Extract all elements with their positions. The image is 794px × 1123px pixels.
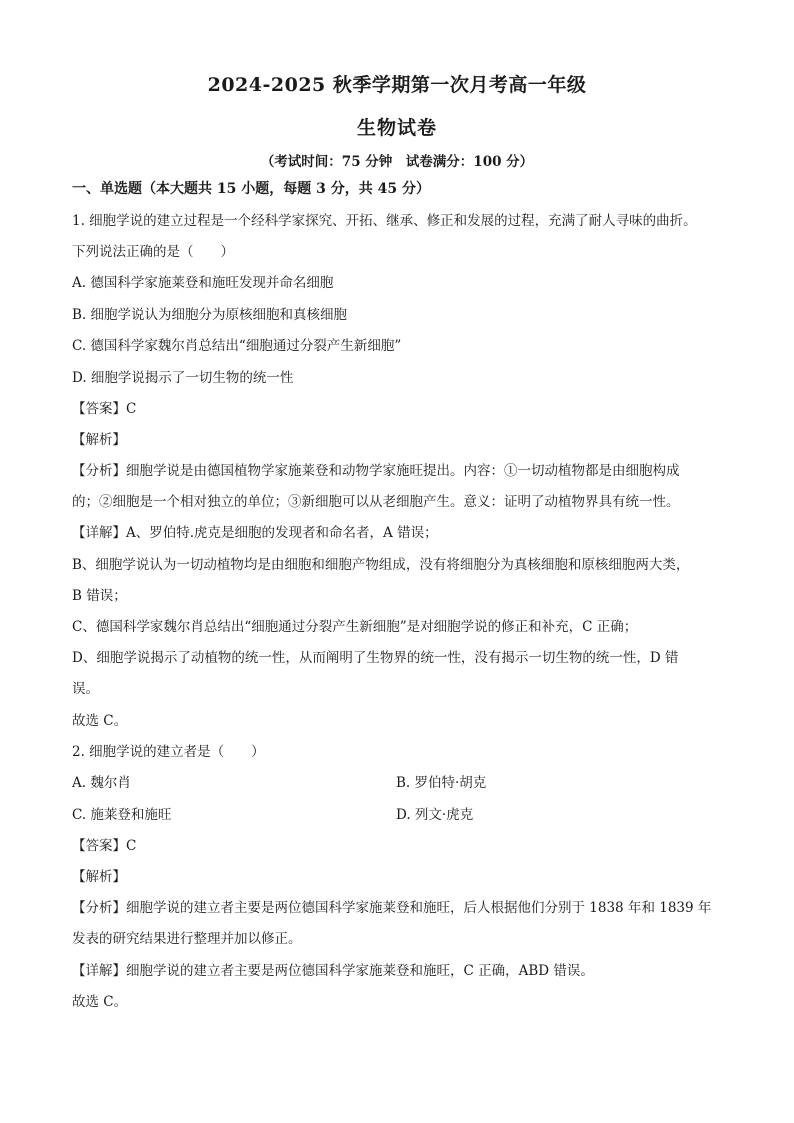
section-heading: 一、单选题（本大题共 15 小题，每题 3 分，共 45 分） bbox=[72, 181, 430, 197]
q1-analysis-label: 【解析】 bbox=[72, 432, 126, 448]
q1-option-b: B. 细胞学说认为细胞分为原核细胞和真核细胞 bbox=[72, 307, 348, 323]
q1-detail-line5: D、细胞学说揭示了动植物的统一性，从而阐明了生物界的统一性，没有揭示一切生物的统一性，D 错 bbox=[72, 650, 679, 666]
q2-answer: 【答案】C bbox=[72, 838, 137, 854]
q1-analysis-line1: 【分析】细胞学说是由德国植物学家施莱登和动物学家施旺提出。内容：①一切动植物都是由细胞构成 bbox=[72, 463, 680, 479]
q2-option-c: C. 施莱登和施旺 bbox=[72, 807, 172, 823]
q2-option-b: B. 罗伯特·胡克 bbox=[396, 775, 487, 791]
q1-detail-line4: C、德国科学家魏尔肖总结出“细胞通过分裂产生新细胞”是对细胞学说的修正和补充，C 正确； bbox=[72, 619, 638, 635]
q1-answer: 【答案】C bbox=[72, 401, 137, 417]
q2-analysis-line2: 发表的研究结果进行整理并加以修正。 bbox=[72, 931, 302, 947]
q1-detail-line3: B 错误； bbox=[72, 588, 127, 604]
q1-detail-line6: 误。 bbox=[72, 681, 99, 697]
q2-conclusion: 故选 C。 bbox=[72, 994, 128, 1010]
q2-analysis-label: 【解析】 bbox=[72, 869, 126, 885]
q1-stem-line1: 1. 细胞学说的建立过程是一个经科学家探究、开拓、继承、修正和发展的过程，充满了耐人寻味的曲折。 bbox=[72, 213, 697, 229]
q2-option-a: A. 魏尔肖 bbox=[72, 775, 131, 791]
q2-analysis-line1: 【分析】细胞学说的建立者主要是两位德国科学家施莱登和施旺，后人根据他们分别于 1838 年和 1839 年 bbox=[72, 900, 712, 916]
q1-option-d: D. 细胞学说揭示了一切生物的统一性 bbox=[72, 370, 294, 386]
subject-title: 生物试卷 bbox=[356, 117, 437, 139]
q1-option-c: C. 德国科学家魏尔肖总结出“细胞通过分裂产生新细胞” bbox=[72, 338, 402, 354]
exam-title: 2024-2025 秋季学期第一次月考高一年级 bbox=[207, 74, 587, 96]
q1-option-a: A. 德国科学家施莱登和施旺发现并命名细胞 bbox=[72, 275, 334, 291]
q2-stem: 2. 细胞学说的建立者是（ ） bbox=[72, 744, 265, 760]
q1-detail-line1: 【详解】A、罗伯特.虎克是细胞的发现者和命名者，A 错误； bbox=[72, 525, 438, 541]
q2-option-d: D. 列文·虎克 bbox=[396, 807, 474, 823]
q1-stem-line2: 下列说法正确的是（ ） bbox=[72, 244, 234, 260]
q1-analysis-line2: 的；②细胞是一个相对独立的单位；③新细胞可以从老细胞产生。意义：证明了动植物界具有统一性。 bbox=[72, 494, 680, 510]
q1-detail-line2: B、细胞学说认为一切动植物均是由细胞和细胞产物组成，没有将细胞分为真核细胞和原核细胞两大类， bbox=[72, 557, 690, 573]
exam-info: （考试时间：75 分钟 试卷满分：100 分） bbox=[260, 154, 534, 170]
q2-detail-line1: 【详解】细胞学说的建立者主要是两位德国科学家施莱登和施旺，C 正确，ABD 错误。 bbox=[72, 963, 594, 979]
q1-conclusion: 故选 C。 bbox=[72, 713, 128, 729]
